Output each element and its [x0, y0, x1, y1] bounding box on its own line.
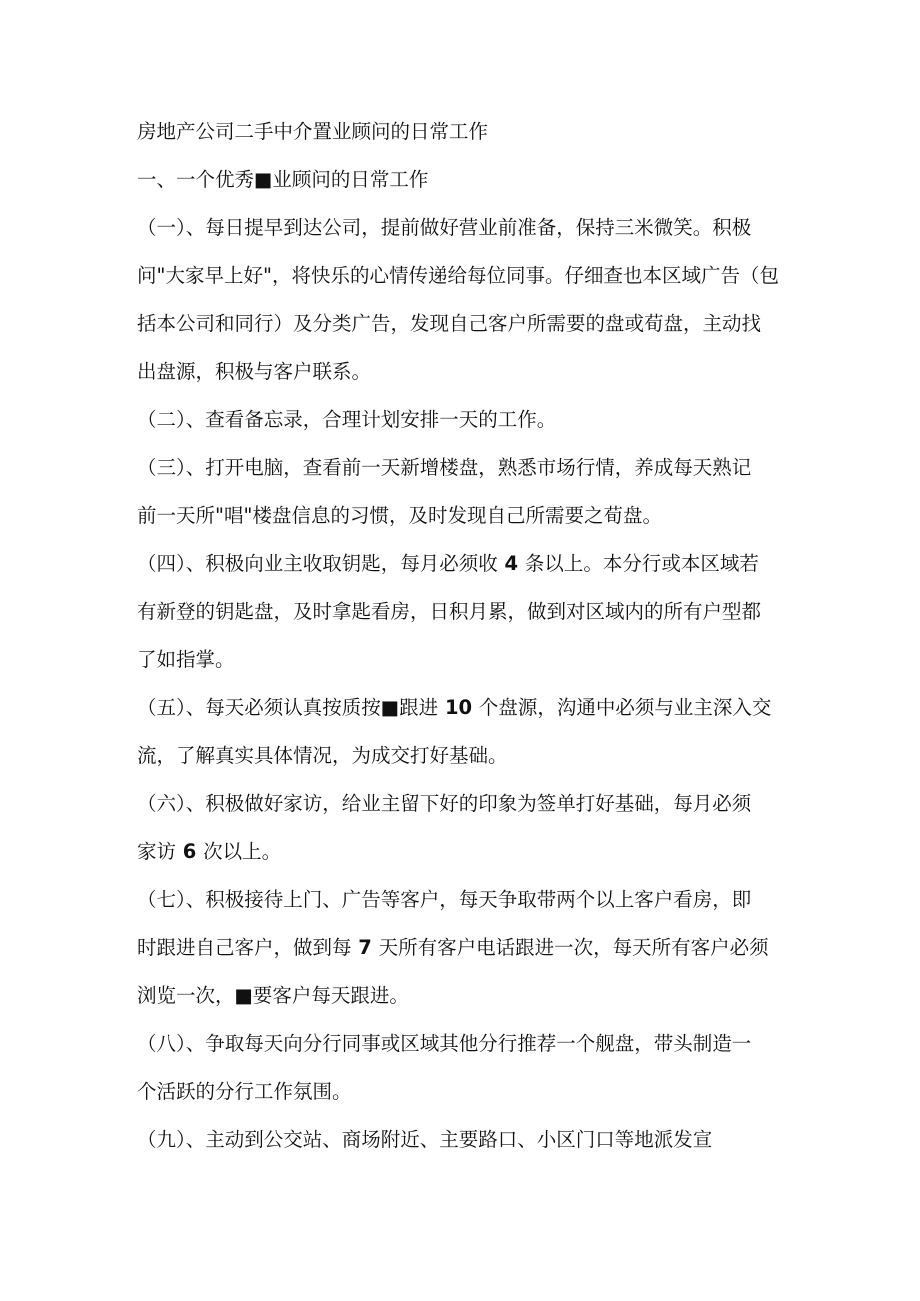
paragraph-line: 前一天所"唱"楼盘信息的习惯，及时发现自己所需要之荀盘。	[137, 504, 662, 527]
paragraph-line: 时跟进自己客户，做到每 7 天所有客户电话跟进一次，每天所有客户必须	[137, 936, 769, 959]
paragraph-line: 家访 6 次以上。	[137, 840, 282, 863]
bold-number: 7	[351, 936, 379, 959]
document-title: 房地产公司二手中介置业顾问的日常工作	[137, 120, 489, 143]
paragraph-line: 有新登的钥匙盘，及时拿匙看房，日积月累，做到对区域内的所有户型都	[137, 600, 762, 623]
bold-number: 10	[438, 696, 479, 719]
paragraph-line: 浏览一次，■要客户每天跟进。	[137, 984, 409, 1007]
paragraph-line: （三）、打开电脑，查看前一天新增楼盘，熟悉市场行情，养成每天熟记	[137, 456, 752, 479]
paragraph-line: 流，了解真实具体情况，为成交打好基础。	[137, 744, 508, 767]
section-heading: 一、一个优秀■业顾问的日常工作	[137, 168, 429, 191]
paragraph-line: （四）、积极向业主收取钥匙，每月必须收 4 条以上。本分行或本区域若	[137, 552, 759, 575]
paragraph-line: 了如指掌。	[137, 648, 235, 671]
paragraph-line: （九）、主动到公交站、商场附近、主要路口、小区门口等地派发宣	[137, 1128, 713, 1151]
paragraph-line: （一）、每日提早到达公司，提前做好营业前准备，保持三米微笑。积极	[137, 216, 752, 239]
paragraph-line: 问"大家早上好"，将快乐的心情传递给每位同事。仔细查也本区域广告（包	[137, 264, 779, 287]
paragraph-line: （五）、每天必须认真按质按■跟进 10 个盘源，沟通中必须与业主深入交	[137, 696, 772, 719]
bold-number: 6	[176, 840, 204, 863]
paragraph-line: 出盘源，积极与客户联系。	[137, 360, 372, 383]
paragraph-line: （七）、积极接待上门、广告等客户，每天争取带两个以上客户看房，即	[137, 888, 752, 911]
paragraph-line: 括本公司和同行）及分类广告，发现自己客户所需要的盘或荀盘，主动找	[137, 312, 762, 335]
paragraph-line: 个活跃的分行工作氛围。	[137, 1080, 352, 1103]
paragraph-line: （二）、查看备忘录，合理计划安排一天的工作。	[137, 408, 557, 431]
paragraph-line: （八）、争取每天向分行同事或区域其他分行推荐一个舰盘，带头制造一	[137, 1032, 752, 1055]
bold-number: 4	[497, 552, 525, 575]
paragraph-line: （六）、积极做好家访，给业主留下好的印象为签单打好基础，每月必须	[137, 792, 752, 815]
